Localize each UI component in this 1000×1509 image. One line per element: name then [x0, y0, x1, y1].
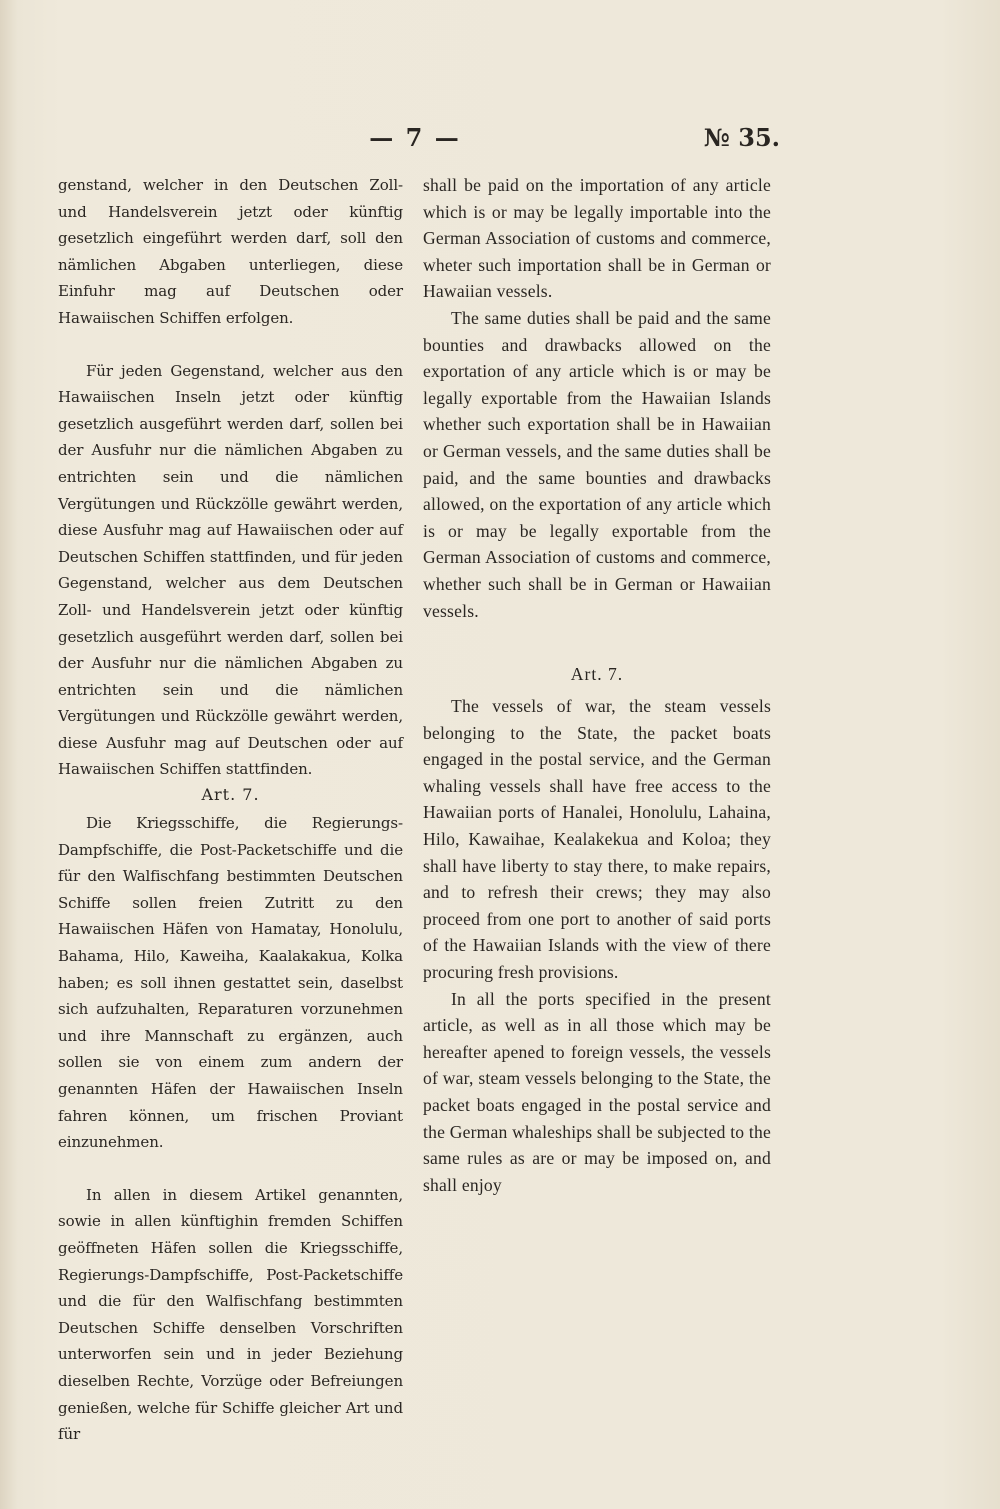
- english-paragraph-2: The same duties shall be paid and the same bounties and drawbacks allowed on the exportation of any article which is or may be legally exportable from the Hawaiian Islands whether such exportation shall be in Hawaiian or German vessels, and the same duties shall be paid, and the same bounties and drawbacks allowed, on the exportation of any article which is or may be legally exportable from the German Association of customs and commerce, whether such shall be in German or Hawaiian vessels.: [423, 307, 771, 621]
- german-paragraph-4: In allen in diesem Artikel genannten, sowie in allen künftighin fremden Schiffen geöffneten Häfen sollen die Kriegsschiffe, Regierungs-Dampfschiffe, Post-Packetschiffe und die für den Walfischfang bestimmten Deutschen Schiffe denselben Vorschriften unterworfen sein und in jeder Beziehung dieselben Rechte, Vorzüge oder Befreiungen genießen, welche für Schiffe gleicher Art und für: [58, 1185, 403, 1444]
- english-paragraph-1: shall be paid on the importation of any article which is or may be legally importable into the German Association of customs and commerce, wheter such importation shall be in German or Hawaiian vessels.: [423, 175, 771, 302]
- english-article-heading: Art. 7.: [570, 664, 624, 685]
- page-header: [360, 123, 780, 163]
- german-paragraph-3: Die Kriegsschiffe, die Regierungs-Dampfschiffe, die Post-Packetschiffe und die für den Walfischfang bestimmten Deutschen Schiffe sollen freien Zutritt zu den Hawaiischen Häfen von Hamatay, Honolulu, Bahama, Hilo, Kaweiha, Kaalakakua, Kolka haben; es soll ihnen gestattet sein, daselbst sich aufzuhalten, Reparaturen vorzunehmen und ihre Mannschaft zu ergänzen, auch sollen sie von einem zum andern der genannten Häfen der Hawaiischen Inseln fahren können, um frischen Proviant einzunehmen.: [58, 814, 403, 1152]
- german-paragraph-2: Für jeden Gegenstand, welcher aus den Hawaiischen Inseln jetzt oder künftig gesetzlich ausgeführt werden darf, sollen bei der Ausfuhr nur die nämlichen Abgaben zu entrichten sein und die nämlichen Vergütungen und Rückzölle gewährt werden, diese Ausfuhr mag auf Hawaiischen oder auf Deutschen Schiffen stattfinden, und für jeden Gegenstand, welcher aus dem Deutschen Zoll- und Handelsverein jetzt oder künftig gesetzlich ausgeführt werden darf, sollen bei der Ausfuhr nur die nämlichen Abgaben zu entrichten sein und die nämlichen Vergütungen und Rückzölle gewährt werden, diese Ausfuhr mag auf Deutschen oder auf Hawaiischen Schiffen stattfinden.: [58, 361, 403, 779]
- page-number: — 7 —: [369, 123, 461, 152]
- english-paragraph-4: In all the ports specified in the present article, as well as in all those which may be hereafter apened to foreign vessels, the vessels of war, steam vessels belonging to the State, the packet boats engaged in the postal service and the German whaleships shall be subjected to the same rules as are or may be imposed on, and shall enjoy: [423, 988, 771, 1195]
- german-paragraph-1: genstand, welcher in den Deutschen Zoll- und Handelsverein jetzt oder künftig gesetzlich eingeführt werden darf, soll den nämlichen Abgaben unterliegen, diese Einfuhr mag auf Deutschen oder Hawaiischen Schiffen erfolgen.: [58, 176, 403, 327]
- document-number: № 35.: [703, 123, 780, 152]
- english-column: [423, 172, 771, 1198]
- english-paragraph-3: The vessels of war, the steam vessels belonging to the State, the packet boats engaged in the postal service, and the German whaling vessels shall have free access to the Hawaiian ports of Hanalei, Honolulu, Lahaina, Hilo, Kawaihae, Kealakekua and Koloa; they shall have liberty to stay there, to make repairs, and to refresh their crews; they may also proceed from one port to another of said ports of the Hawaiian Islands with the view of there procuring fresh provisions.: [423, 696, 771, 983]
- german-column: [58, 172, 403, 1448]
- german-article-heading: Art. 7.: [201, 785, 260, 805]
